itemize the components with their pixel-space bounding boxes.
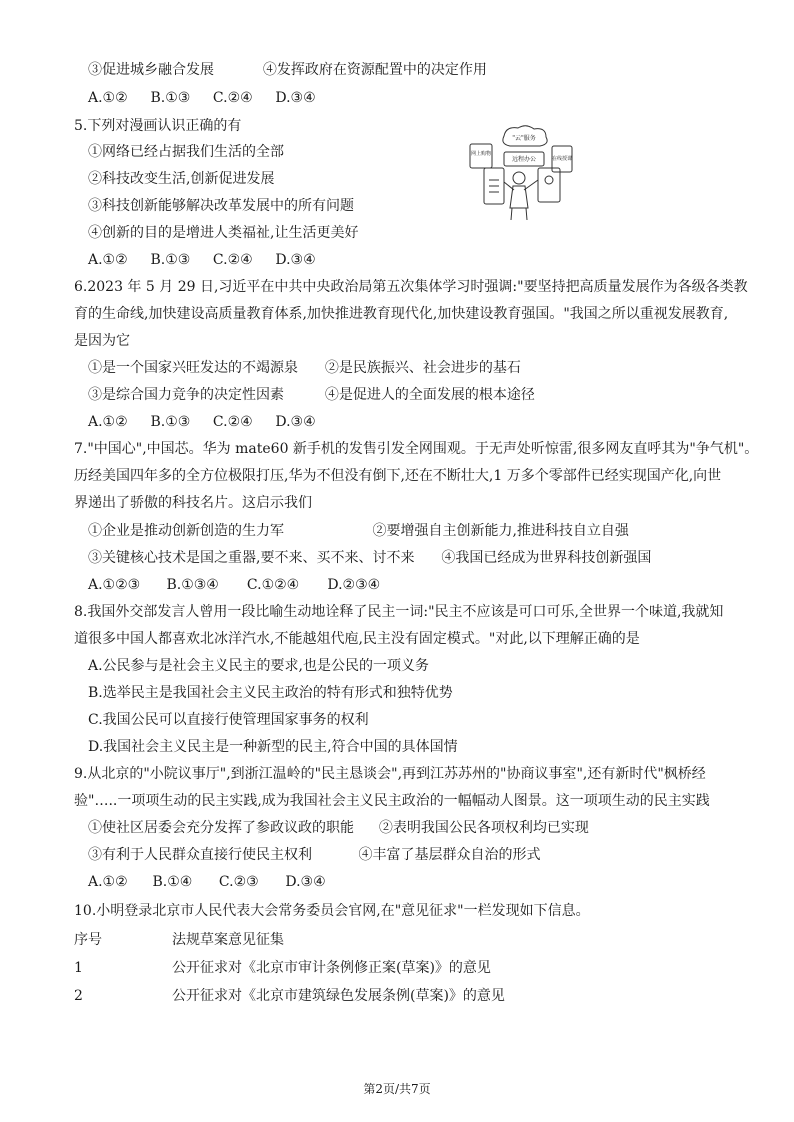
q7-stem-line-1: 7."中国心",中国芯。华为 mate60 新手机的发售引发全网围观。于无声处听惊雷,很多网友直呼其为"争气机"。 bbox=[74, 441, 759, 457]
q7-option-1: ①企业是推动创新创造的生力军 bbox=[88, 523, 284, 539]
answer-d: D.②③④ bbox=[327, 577, 381, 593]
q9-answers bbox=[88, 872, 326, 892]
q6-answers bbox=[88, 412, 316, 432]
q5-item-4: ④创新的目的是增进人类福祉,让生活更美好 bbox=[88, 225, 359, 241]
cartoon-illustration bbox=[466, 124, 576, 222]
table-row-2-title: 公开征求对《北京市建筑绿色发展条例(草案)》的意见 bbox=[172, 988, 505, 1004]
cartoon-label-cloud: "云"服务 bbox=[512, 135, 536, 142]
q7-stem-line-3: 界递出了骄傲的科技名片。这启示我们 bbox=[74, 495, 312, 511]
q5-item-2: ②科技改变生活,创新促进发展 bbox=[88, 171, 275, 187]
answer-a: A.①② bbox=[88, 874, 128, 890]
answer-b: B.①④ bbox=[152, 874, 193, 890]
table-header-title: 法规草案意见征集 bbox=[172, 932, 284, 948]
table-header-index: 序号 bbox=[74, 932, 102, 948]
q9-option-1: ①使社区居委会充分发挥了参政议政的职能 bbox=[88, 820, 354, 836]
cartoon-label-shopping: 网上购物 bbox=[470, 151, 492, 157]
q4-option-4: ④发挥政府在资源配置中的决定作用 bbox=[262, 62, 487, 78]
answer-b: B.①③ bbox=[150, 414, 191, 430]
q6-stem-line-2: 育的生命线,加快建设高质量教育体系,加快推进教育现代化,加快建设教育强国。"我国之所以重视发展教育, bbox=[74, 306, 729, 322]
q6-option-row-1 bbox=[88, 358, 521, 378]
q6-stem-line-3: 是因为它 bbox=[74, 333, 130, 349]
q7-option-row-2 bbox=[88, 548, 651, 568]
answer-a: A.①② bbox=[88, 252, 128, 268]
q6-stem-line-1: 6.2023 年 5 月 29 日,习近平在中共中央政治局第五次集体学习时强调:"要坚持把高质量发展作为各级各类教 bbox=[74, 279, 748, 295]
q9-option-row-1 bbox=[88, 818, 589, 838]
q5-stem: 5.下列对漫画认识正确的有 bbox=[74, 118, 242, 134]
q5-item-1: ①网络已经占据我们生活的全部 bbox=[88, 144, 284, 160]
q6-option-4: ④是促进人的全面发展的根本途径 bbox=[324, 387, 535, 403]
q6-option-1: ①是一个国家兴旺发达的不竭源泉 bbox=[88, 360, 298, 376]
answer-b: B.①③ bbox=[150, 90, 191, 106]
answer-d: D.③④ bbox=[275, 252, 316, 268]
q9-option-2: ②表明我国公民各项权利均已实现 bbox=[378, 820, 589, 836]
q8-option-c: C.我国公民可以直接行使管理国家事务的权利 bbox=[88, 712, 369, 728]
q7-answers bbox=[88, 575, 380, 595]
q4-option-3: ③促进城乡融合发展 bbox=[88, 62, 214, 78]
q6-option-row-2 bbox=[88, 385, 535, 405]
q8-stem-line-1: 8.我国外交部发言人曾用一段比喻生动地诠释了民主一词:"民主不应该是可口可乐,全世界一个味道,我就知 bbox=[74, 604, 724, 620]
q8-option-a: A.公民参与是社会主义民主的要求,也是公民的一项义务 bbox=[88, 658, 430, 674]
table-row-2-index: 2 bbox=[74, 988, 83, 1004]
table-row-1-index: 1 bbox=[74, 960, 83, 976]
answer-a: A.①②③ bbox=[88, 577, 141, 593]
q9-option-3: ③有利于人民群众直接行使民主权利 bbox=[88, 847, 312, 863]
answer-b: B.①③④ bbox=[166, 577, 219, 593]
answer-c: C.②④ bbox=[212, 252, 253, 268]
q7-option-2: ②要增强自主创新能力,推进科技自立自强 bbox=[372, 523, 629, 539]
cartoon-label-teaching: 在线授课 bbox=[551, 156, 573, 162]
q9-stem-line-1: 9.从北京的"小院议事厅",到浙江温岭的"民主恳谈会",再到江苏苏州的"协商议事室",还有新时代"枫桥经 bbox=[74, 766, 706, 782]
q9-option-row-2 bbox=[88, 845, 540, 865]
q8-option-b: B.选举民主是我国社会主义民主政治的特有形式和独特优势 bbox=[88, 685, 453, 701]
q9-stem-line-2: 验"…..一项项生动的民主实践,成为我国社会主义民主政治的一幅幅动人图景。这一项项生动的民主实践 bbox=[74, 793, 710, 809]
answer-c: C.②④ bbox=[212, 90, 253, 106]
q4-answers bbox=[88, 88, 316, 108]
q8-option-d: D.我国社会主义民主是一种新型的民主,符合中国的具体国情 bbox=[88, 739, 458, 755]
q7-option-row-1 bbox=[88, 521, 629, 541]
q4-option-row-1 bbox=[88, 60, 487, 80]
answer-a: A.①② bbox=[88, 90, 128, 106]
q10-stem: 10.小明登录北京市人民代表大会常务委员会官网,在"意见征求"一栏发现如下信息。 bbox=[74, 903, 590, 919]
page-number: 第2页/共7页 bbox=[363, 1082, 431, 1096]
cartoon-label-office: 远程办公 bbox=[511, 156, 537, 163]
answer-b: B.①③ bbox=[150, 252, 191, 268]
answer-d: D.③④ bbox=[275, 90, 316, 106]
q8-stem-line-2: 道很多中国人都喜欢北冰洋汽水,不能越俎代庖,民主没有固定模式。"对此,以下理解正确的是 bbox=[74, 631, 640, 647]
q6-option-2: ②是民族振兴、社会进步的基石 bbox=[324, 360, 521, 376]
answer-c: C.②④ bbox=[212, 414, 253, 430]
q5-answers bbox=[88, 250, 316, 270]
q6-option-3: ③是综合国力竞争的决定性因素 bbox=[88, 387, 284, 403]
q5-item-3: ③科技创新能够解决改革发展中的所有问题 bbox=[88, 198, 354, 214]
q9-option-4: ④丰富了基层群众自治的形式 bbox=[358, 847, 541, 863]
answer-a: A.①② bbox=[88, 414, 128, 430]
q7-option-4: ④我国已经成为世界科技创新强国 bbox=[441, 550, 652, 566]
answer-d: D.③④ bbox=[275, 414, 316, 430]
answer-c: C.①②④ bbox=[246, 577, 300, 593]
table-row-1-title: 公开征求对《北京市审计条例修正案(草案)》的意见 bbox=[172, 960, 491, 976]
q7-stem-line-2: 历经美国四年多的全方位极限打压,华为不但没有倒下,还在不断壮大,1 万多个零部件已经实现国产化,向世 bbox=[74, 468, 722, 484]
q7-option-3: ③关键核心技术是国之重器,要不来、买不来、讨不来 bbox=[88, 550, 415, 566]
answer-d: D.③④ bbox=[285, 874, 326, 890]
answer-c: C.②③ bbox=[218, 874, 259, 890]
